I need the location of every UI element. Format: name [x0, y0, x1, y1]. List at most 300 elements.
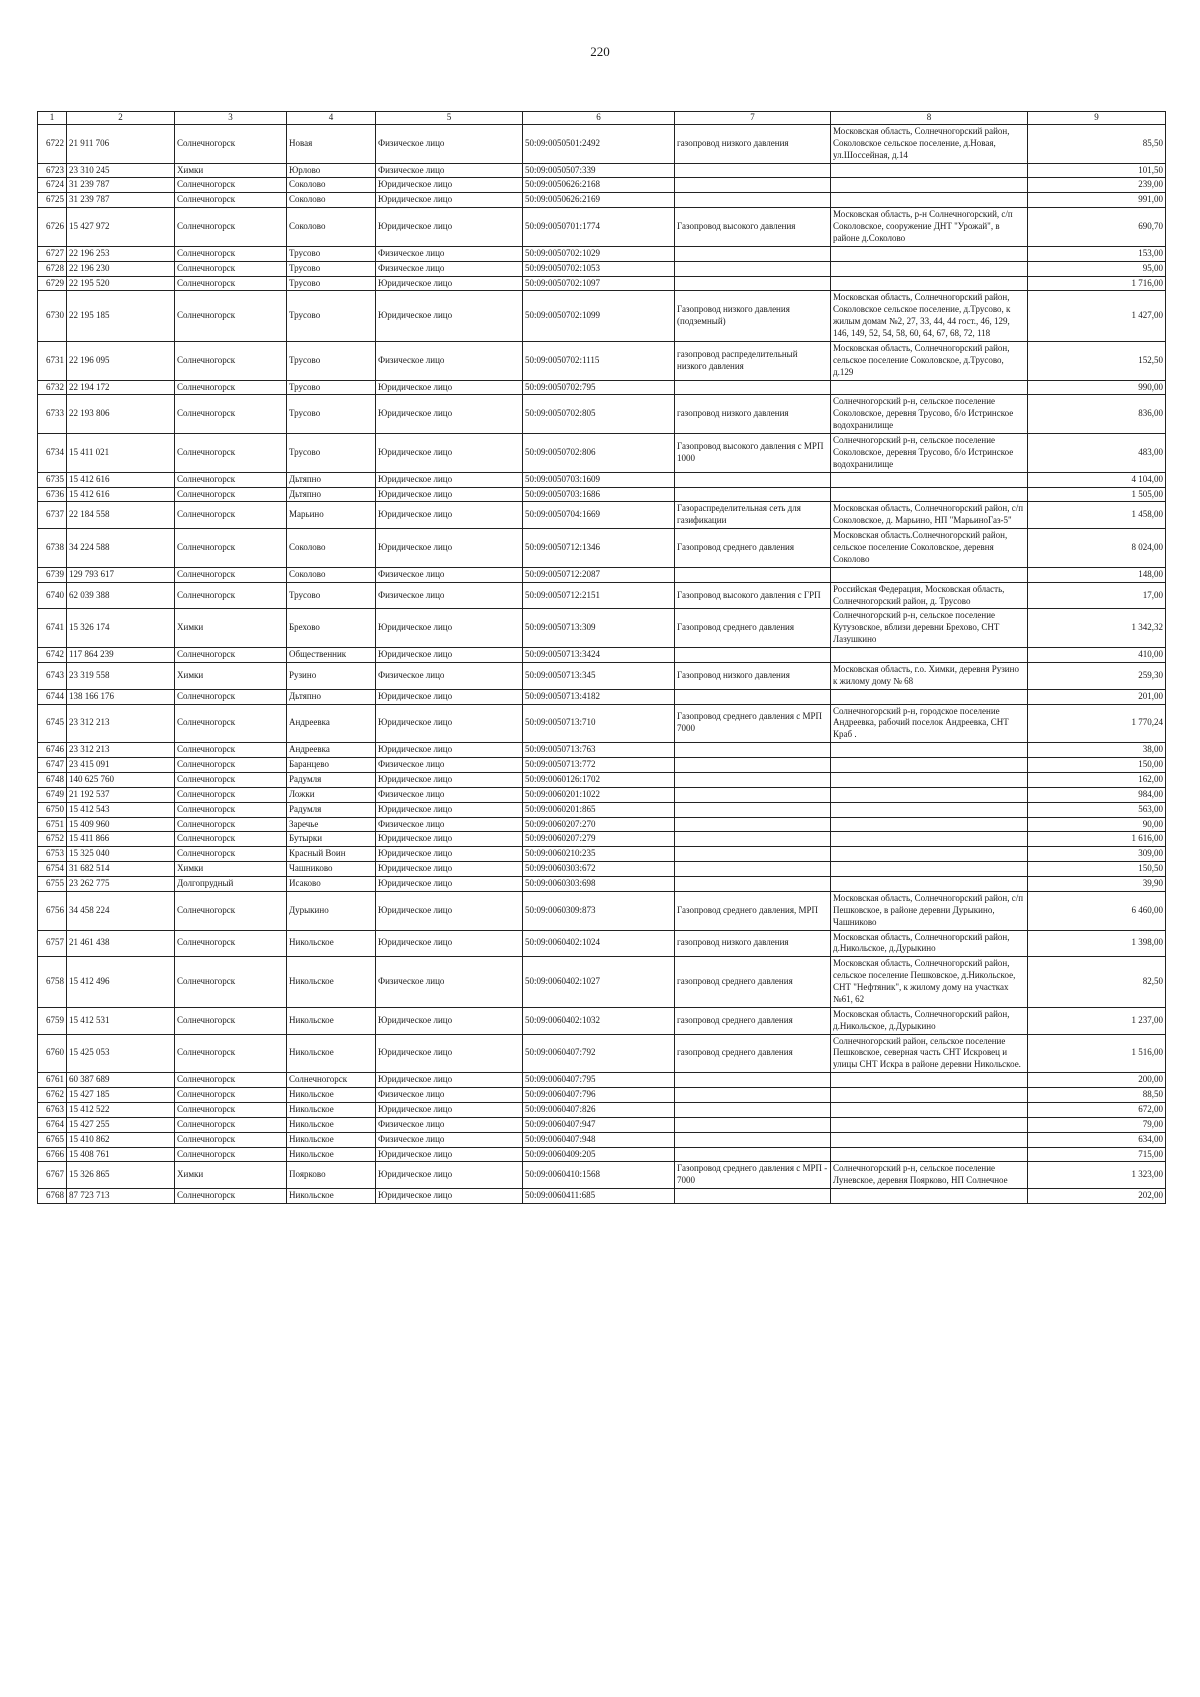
- col-owner-type-cell: Физическое лицо: [376, 567, 523, 582]
- col-cadastral-number-cell: 50:09:0060407:795: [523, 1073, 675, 1088]
- col-address-cell: [831, 648, 1028, 663]
- col-row-number-cell: 6763: [38, 1102, 67, 1117]
- col-cadastral-number-cell: 50:09:0060309:873: [523, 891, 675, 930]
- col-settlement-cell: Андреевка: [287, 704, 376, 743]
- table-row: [38, 891, 1166, 930]
- col-cadastral-number-cell: 50:09:0060411:685: [523, 1189, 675, 1204]
- col-object-type-cell: Газораспределительная сеть для газификации: [675, 502, 831, 529]
- col-cadastral-number-cell: 50:09:0050713:710: [523, 704, 675, 743]
- col-district-cell: Солнечногорск: [175, 1073, 287, 1088]
- table-row: [38, 567, 1166, 582]
- col-value-cell: 153,00: [1028, 246, 1166, 261]
- col-owner-type-cell: Физическое лицо: [376, 246, 523, 261]
- col-value-cell: 88,50: [1028, 1088, 1166, 1103]
- col-settlement-cell: Никольское: [287, 1132, 376, 1147]
- col-address-cell: Московская область, р-н Солнечногорский, с/п Соколовское, сооружение ДНТ "Урожай", в районе д.Соколово: [831, 208, 1028, 247]
- col-value-cell: 984,00: [1028, 787, 1166, 802]
- col-settlement-cell: Дьтяпно: [287, 487, 376, 502]
- col-owner-type-cell: Юридическое лицо: [376, 472, 523, 487]
- col-district-cell: Солнечногорск: [175, 802, 287, 817]
- col-owner-type-cell: Физическое лицо: [376, 662, 523, 689]
- col-owner-type-cell: Юридическое лицо: [376, 743, 523, 758]
- col-value-cell: 39,90: [1028, 877, 1166, 892]
- col-address-cell: [831, 261, 1028, 276]
- col-owner-type-cell: Юридическое лицо: [376, 609, 523, 648]
- table-body: [38, 124, 1166, 1203]
- col-owner-type-cell: Юридическое лицо: [376, 847, 523, 862]
- col-object-type-cell: [675, 1117, 831, 1132]
- col-row-number-cell: 6761: [38, 1073, 67, 1088]
- table-row: [38, 743, 1166, 758]
- col-district-cell: Солнечногорск: [175, 704, 287, 743]
- col-object-type-cell: [675, 1102, 831, 1117]
- col-owner-type-cell: Физическое лицо: [376, 261, 523, 276]
- col-value-cell: 90,00: [1028, 817, 1166, 832]
- col-row-number-cell: 6748: [38, 772, 67, 787]
- col-district-cell: Солнечногорск: [175, 891, 287, 930]
- col-code-cell: 15 412 543: [67, 802, 175, 817]
- col-settlement-cell: Соколово: [287, 193, 376, 208]
- col-code-cell: 62 039 388: [67, 582, 175, 609]
- col-value-cell: 1 770,24: [1028, 704, 1166, 743]
- col-value-cell: 38,00: [1028, 743, 1166, 758]
- col-cadastral-number-cell: 50:09:0060207:270: [523, 817, 675, 832]
- col-district-cell: Солнечногорск: [175, 582, 287, 609]
- col-code-cell: 34 458 224: [67, 891, 175, 930]
- col-object-type-cell: Газопровод высокого давления с ГРП: [675, 582, 831, 609]
- col-cadastral-number-cell: 50:09:0060409:205: [523, 1147, 675, 1162]
- col-settlement-cell: Никольское: [287, 1088, 376, 1103]
- table-row: [38, 662, 1166, 689]
- col-district-cell: Солнечногорск: [175, 193, 287, 208]
- col-object-type-cell: Газопровод среднего давления с МРП 7000: [675, 704, 831, 743]
- col-district-cell: Химки: [175, 1162, 287, 1189]
- col-address-cell: Московская область.Солнечногорский район, сельское поселение Соколовское, деревня Соколово: [831, 529, 1028, 568]
- col-object-type-cell: газопровод среднего давления: [675, 1007, 831, 1034]
- col-object-type-cell: [675, 567, 831, 582]
- table-row: [38, 341, 1166, 380]
- col-cadastral-number-cell: 50:09:0050702:1029: [523, 246, 675, 261]
- col-settlement-cell: Дьтяпно: [287, 689, 376, 704]
- col-cadastral-number-cell: 50:09:0050713:4182: [523, 689, 675, 704]
- table-row: [38, 178, 1166, 193]
- col-row-number-cell: 6730: [38, 291, 67, 342]
- col-object-type-cell: [675, 276, 831, 291]
- col-object-type-cell: [675, 758, 831, 773]
- col-row-number-cell: 6742: [38, 648, 67, 663]
- col-value-cell: 563,00: [1028, 802, 1166, 817]
- col-district-cell: Химки: [175, 662, 287, 689]
- col-value-cell: 202,00: [1028, 1189, 1166, 1204]
- col-settlement-cell: Чашниково: [287, 862, 376, 877]
- col-value-cell: 1 616,00: [1028, 832, 1166, 847]
- table-row: [38, 1034, 1166, 1073]
- table-row: [38, 609, 1166, 648]
- col-row-number-cell: 6753: [38, 847, 67, 862]
- col-owner-type-cell: Юридическое лицо: [376, 291, 523, 342]
- col-code-cell: 31 682 514: [67, 862, 175, 877]
- col-code-cell: 23 262 775: [67, 877, 175, 892]
- col-object-type-cell: [675, 1132, 831, 1147]
- header-cell-8: 8: [831, 112, 1028, 125]
- col-code-cell: 15 410 862: [67, 1132, 175, 1147]
- col-object-type-cell: газопровод низкого давления: [675, 930, 831, 957]
- col-object-type-cell: [675, 648, 831, 663]
- col-object-type-cell: Газопровод среднего давления с МРП - 7000: [675, 1162, 831, 1189]
- col-object-type-cell: [675, 193, 831, 208]
- col-code-cell: 22 194 172: [67, 380, 175, 395]
- col-object-type-cell: [675, 743, 831, 758]
- col-owner-type-cell: Юридическое лицо: [376, 1073, 523, 1088]
- header-cell-1: 1: [38, 112, 67, 125]
- col-address-cell: [831, 847, 1028, 862]
- col-value-cell: 1 237,00: [1028, 1007, 1166, 1034]
- col-cadastral-number-cell: 50:09:0050713:772: [523, 758, 675, 773]
- col-cadastral-number-cell: 50:09:0050712:1346: [523, 529, 675, 568]
- col-object-type-cell: [675, 877, 831, 892]
- col-address-cell: Солнечногорский р-н, сельское поселение Кутузовское, вблизи деревни Брехово, СНТ Лазушкино: [831, 609, 1028, 648]
- col-settlement-cell: Дьтяпно: [287, 472, 376, 487]
- col-object-type-cell: [675, 862, 831, 877]
- col-code-cell: 138 166 176: [67, 689, 175, 704]
- col-row-number-cell: 6760: [38, 1034, 67, 1073]
- col-owner-type-cell: Физическое лицо: [376, 817, 523, 832]
- col-owner-type-cell: Юридическое лицо: [376, 862, 523, 877]
- table-row: [38, 862, 1166, 877]
- col-address-cell: Солнечногорский р-н, сельское поселение Соколовское, деревня Трусово, б/о Истринское водохранилище: [831, 395, 1028, 434]
- col-object-type-cell: Газопровод среднего давления: [675, 529, 831, 568]
- col-cadastral-number-cell: 50:09:0050702:1053: [523, 261, 675, 276]
- col-cadastral-number-cell: 50:09:0050702:1115: [523, 341, 675, 380]
- col-row-number-cell: 6744: [38, 689, 67, 704]
- col-owner-type-cell: Юридическое лицо: [376, 502, 523, 529]
- col-row-number-cell: 6767: [38, 1162, 67, 1189]
- col-address-cell: [831, 163, 1028, 178]
- col-row-number-cell: 6766: [38, 1147, 67, 1162]
- col-district-cell: Солнечногорск: [175, 502, 287, 529]
- col-cadastral-number-cell: 50:09:0050712:2151: [523, 582, 675, 609]
- col-owner-type-cell: Юридическое лицо: [376, 380, 523, 395]
- col-code-cell: 22 196 095: [67, 341, 175, 380]
- col-address-cell: Московская область, Солнечногорский район, с/п Соколовское, д. Марьино, НП "МарьиноГаз-5": [831, 502, 1028, 529]
- col-address-cell: Солнечногорский р-н, сельское поселение Соколовское, деревня Трусово, б/о Истринское водохранилище: [831, 434, 1028, 473]
- col-value-cell: 309,00: [1028, 847, 1166, 862]
- col-owner-type-cell: Физическое лицо: [376, 787, 523, 802]
- col-settlement-cell: Никольское: [287, 957, 376, 1008]
- col-value-cell: 1 505,00: [1028, 487, 1166, 502]
- col-owner-type-cell: Физическое лицо: [376, 1088, 523, 1103]
- col-row-number-cell: 6726: [38, 208, 67, 247]
- table-row: [38, 1147, 1166, 1162]
- col-district-cell: Солнечногорск: [175, 434, 287, 473]
- col-settlement-cell: Трусово: [287, 246, 376, 261]
- col-district-cell: Солнечногорск: [175, 832, 287, 847]
- col-value-cell: 150,00: [1028, 758, 1166, 773]
- col-code-cell: 23 312 213: [67, 743, 175, 758]
- col-owner-type-cell: Юридическое лицо: [376, 1162, 523, 1189]
- col-owner-type-cell: Физическое лицо: [376, 1117, 523, 1132]
- col-address-cell: [831, 380, 1028, 395]
- col-object-type-cell: [675, 163, 831, 178]
- col-code-cell: 23 312 213: [67, 704, 175, 743]
- col-row-number-cell: 6736: [38, 487, 67, 502]
- col-settlement-cell: Общественник: [287, 648, 376, 663]
- table-row: [38, 758, 1166, 773]
- col-value-cell: 483,00: [1028, 434, 1166, 473]
- table-row: [38, 1117, 1166, 1132]
- col-row-number-cell: 6733: [38, 395, 67, 434]
- col-value-cell: 148,00: [1028, 567, 1166, 582]
- table-row: [38, 1073, 1166, 1088]
- col-address-cell: [831, 1102, 1028, 1117]
- col-code-cell: 22 195 520: [67, 276, 175, 291]
- col-address-cell: [831, 1088, 1028, 1103]
- col-value-cell: 8 024,00: [1028, 529, 1166, 568]
- col-settlement-cell: Никольское: [287, 1102, 376, 1117]
- col-district-cell: Солнечногорск: [175, 487, 287, 502]
- col-object-type-cell: [675, 1088, 831, 1103]
- col-cadastral-number-cell: 50:09:0050702:806: [523, 434, 675, 473]
- header-cell-7: 7: [675, 112, 831, 125]
- col-value-cell: 410,00: [1028, 648, 1166, 663]
- col-cadastral-number-cell: 50:09:0060210:235: [523, 847, 675, 862]
- col-address-cell: [831, 246, 1028, 261]
- col-cadastral-number-cell: 50:09:0050507:339: [523, 163, 675, 178]
- col-row-number-cell: 6749: [38, 787, 67, 802]
- table-row: [38, 529, 1166, 568]
- header-cell-3: 3: [175, 112, 287, 125]
- col-owner-type-cell: Физическое лицо: [376, 341, 523, 380]
- col-district-cell: Солнечногорск: [175, 1088, 287, 1103]
- col-code-cell: 15 425 053: [67, 1034, 175, 1073]
- table-row: [38, 1088, 1166, 1103]
- col-object-type-cell: Газопровод низкого давления: [675, 662, 831, 689]
- table-row: [38, 802, 1166, 817]
- col-cadastral-number-cell: 50:09:0060207:279: [523, 832, 675, 847]
- table-row: [38, 689, 1166, 704]
- col-value-cell: 201,00: [1028, 689, 1166, 704]
- col-settlement-cell: Заречье: [287, 817, 376, 832]
- col-address-cell: Московская область, Солнечногорский район, сельское поселение Соколовское, д.Трусово, д.129: [831, 341, 1028, 380]
- col-settlement-cell: Соколово: [287, 208, 376, 247]
- col-owner-type-cell: Юридическое лицо: [376, 877, 523, 892]
- col-code-cell: 15 412 616: [67, 472, 175, 487]
- page-number: 220: [590, 44, 610, 59]
- col-code-cell: 15 427 255: [67, 1117, 175, 1132]
- col-code-cell: 15 326 865: [67, 1162, 175, 1189]
- table-row: [38, 163, 1166, 178]
- col-district-cell: Солнечногорск: [175, 472, 287, 487]
- col-row-number-cell: 6734: [38, 434, 67, 473]
- col-settlement-cell: Юрлово: [287, 163, 376, 178]
- col-object-type-cell: [675, 832, 831, 847]
- col-code-cell: 15 409 960: [67, 817, 175, 832]
- col-address-cell: [831, 743, 1028, 758]
- col-address-cell: Солнечногорский р-н, сельское поселение Луневское, деревня Поярково, НП Солнечное: [831, 1162, 1028, 1189]
- table-row: [38, 124, 1166, 163]
- col-district-cell: Солнечногорск: [175, 1117, 287, 1132]
- col-cadastral-number-cell: 50:09:0050702:1099: [523, 291, 675, 342]
- col-object-type-cell: [675, 261, 831, 276]
- col-owner-type-cell: Юридическое лицо: [376, 1147, 523, 1162]
- table-row: [38, 193, 1166, 208]
- col-code-cell: 22 184 558: [67, 502, 175, 529]
- col-address-cell: Московская область, Солнечногорский район, Соколовское сельское поселение, д.Новая, ул.Шоссейная, д.14: [831, 124, 1028, 163]
- col-cadastral-number-cell: 50:09:0060410:1568: [523, 1162, 675, 1189]
- header-cell-6: 6: [523, 112, 675, 125]
- col-row-number-cell: 6723: [38, 163, 67, 178]
- col-district-cell: Солнечногорск: [175, 395, 287, 434]
- col-code-cell: 22 193 806: [67, 395, 175, 434]
- col-district-cell: Солнечногорск: [175, 1147, 287, 1162]
- col-value-cell: 715,00: [1028, 1147, 1166, 1162]
- col-address-cell: [831, 802, 1028, 817]
- table-row: [38, 787, 1166, 802]
- col-row-number-cell: 6722: [38, 124, 67, 163]
- table-row: [38, 582, 1166, 609]
- col-address-cell: [831, 787, 1028, 802]
- col-settlement-cell: Трусово: [287, 395, 376, 434]
- col-address-cell: [831, 758, 1028, 773]
- col-address-cell: [831, 1147, 1028, 1162]
- col-owner-type-cell: Юридическое лицо: [376, 276, 523, 291]
- col-owner-type-cell: Физическое лицо: [376, 582, 523, 609]
- table-row: [38, 832, 1166, 847]
- col-value-cell: 1 427,00: [1028, 291, 1166, 342]
- col-row-number-cell: 6735: [38, 472, 67, 487]
- col-district-cell: Солнечногорск: [175, 648, 287, 663]
- col-value-cell: 152,50: [1028, 341, 1166, 380]
- col-address-cell: [831, 1073, 1028, 1088]
- col-owner-type-cell: Юридическое лицо: [376, 648, 523, 663]
- table-row: [38, 957, 1166, 1008]
- table-row: [38, 502, 1166, 529]
- col-code-cell: 15 427 185: [67, 1088, 175, 1103]
- table-row: [38, 291, 1166, 342]
- col-row-number-cell: 6732: [38, 380, 67, 395]
- col-row-number-cell: 6728: [38, 261, 67, 276]
- col-settlement-cell: Дурыкино: [287, 891, 376, 930]
- registry-table: [37, 111, 1166, 1204]
- col-code-cell: 21 461 438: [67, 930, 175, 957]
- col-settlement-cell: Никольское: [287, 930, 376, 957]
- col-cadastral-number-cell: 50:09:0050713:763: [523, 743, 675, 758]
- col-cadastral-number-cell: 50:09:0060407:792: [523, 1034, 675, 1073]
- col-address-cell: [831, 1132, 1028, 1147]
- col-district-cell: Солнечногорск: [175, 787, 287, 802]
- col-district-cell: Долгопрудный: [175, 877, 287, 892]
- col-settlement-cell: Никольское: [287, 1034, 376, 1073]
- col-district-cell: Солнечногорск: [175, 772, 287, 787]
- col-value-cell: 4 104,00: [1028, 472, 1166, 487]
- col-cadastral-number-cell: 50:09:0060126:1702: [523, 772, 675, 787]
- col-settlement-cell: Трусово: [287, 582, 376, 609]
- col-settlement-cell: Радумля: [287, 772, 376, 787]
- col-district-cell: Солнечногорск: [175, 178, 287, 193]
- col-object-type-cell: [675, 772, 831, 787]
- col-row-number-cell: 6727: [38, 246, 67, 261]
- col-object-type-cell: газопровод среднего давления: [675, 1034, 831, 1073]
- col-owner-type-cell: Юридическое лицо: [376, 802, 523, 817]
- col-settlement-cell: Трусово: [287, 341, 376, 380]
- col-owner-type-cell: Физическое лицо: [376, 957, 523, 1008]
- col-district-cell: Солнечногорск: [175, 529, 287, 568]
- col-cadastral-number-cell: 50:09:0050626:2168: [523, 178, 675, 193]
- col-object-type-cell: газопровод распределительный низкого давления: [675, 341, 831, 380]
- col-code-cell: 31 239 787: [67, 178, 175, 193]
- col-address-cell: [831, 472, 1028, 487]
- col-object-type-cell: [675, 1147, 831, 1162]
- col-owner-type-cell: Юридическое лицо: [376, 930, 523, 957]
- col-code-cell: 15 412 496: [67, 957, 175, 1008]
- col-cadastral-number-cell: 50:09:0050703:1609: [523, 472, 675, 487]
- col-cadastral-number-cell: 50:09:0050703:1686: [523, 487, 675, 502]
- col-district-cell: Солнечногорск: [175, 1034, 287, 1073]
- col-settlement-cell: Никольское: [287, 1117, 376, 1132]
- col-cadastral-number-cell: 50:09:0060402:1032: [523, 1007, 675, 1034]
- table-row: [38, 877, 1166, 892]
- col-address-cell: Солнечногорский р-н, городское поселение Андреевка, рабочий поселок Андреевка, СНТ Краб .: [831, 704, 1028, 743]
- col-cadastral-number-cell: 50:09:0050702:795: [523, 380, 675, 395]
- col-value-cell: 1 323,00: [1028, 1162, 1166, 1189]
- col-code-cell: 21 192 537: [67, 787, 175, 802]
- col-value-cell: 1 716,00: [1028, 276, 1166, 291]
- col-row-number-cell: 6746: [38, 743, 67, 758]
- col-code-cell: 15 411 866: [67, 832, 175, 847]
- table-row: [38, 1007, 1166, 1034]
- col-settlement-cell: Соколово: [287, 529, 376, 568]
- col-district-cell: Солнечногорск: [175, 817, 287, 832]
- col-settlement-cell: Поярково: [287, 1162, 376, 1189]
- col-district-cell: Солнечногорск: [175, 743, 287, 758]
- table-row: [38, 434, 1166, 473]
- col-cadastral-number-cell: 50:09:0060303:698: [523, 877, 675, 892]
- col-address-cell: [831, 193, 1028, 208]
- col-cadastral-number-cell: 50:09:0060407:826: [523, 1102, 675, 1117]
- col-district-cell: Солнечногорск: [175, 261, 287, 276]
- col-district-cell: Солнечногорск: [175, 291, 287, 342]
- col-code-cell: 15 427 972: [67, 208, 175, 247]
- col-row-number-cell: 6731: [38, 341, 67, 380]
- col-value-cell: 259,30: [1028, 662, 1166, 689]
- table-row: [38, 772, 1166, 787]
- col-address-cell: Московская область, Солнечногорский район, Соколовское сельское поселение, д.Трусово, к жилым домам №2, 27, 33, 44, 44 гост., 46, 129, 146, 149, 52, 54, 58, 60, 64, 67, 68, 72, 118: [831, 291, 1028, 342]
- col-settlement-cell: Исаково: [287, 877, 376, 892]
- col-code-cell: 117 864 239: [67, 648, 175, 663]
- col-settlement-cell: Соколово: [287, 567, 376, 582]
- col-settlement-cell: Андреевка: [287, 743, 376, 758]
- col-cadastral-number-cell: 50:09:0050713:345: [523, 662, 675, 689]
- col-value-cell: 990,00: [1028, 380, 1166, 395]
- col-object-type-cell: Газопровод низкого давления (подземный): [675, 291, 831, 342]
- col-owner-type-cell: Юридическое лицо: [376, 832, 523, 847]
- col-object-type-cell: Газопровод среднего давления: [675, 609, 831, 648]
- col-object-type-cell: Газопровод высокого давления с МРП 1000: [675, 434, 831, 473]
- col-district-cell: Солнечногорск: [175, 758, 287, 773]
- col-row-number-cell: 6745: [38, 704, 67, 743]
- col-district-cell: Солнечногорск: [175, 124, 287, 163]
- col-row-number-cell: 6759: [38, 1007, 67, 1034]
- col-address-cell: [831, 877, 1028, 892]
- col-object-type-cell: [675, 380, 831, 395]
- col-value-cell: 101,50: [1028, 163, 1166, 178]
- col-district-cell: Солнечногорск: [175, 847, 287, 862]
- col-settlement-cell: Соколово: [287, 178, 376, 193]
- col-row-number-cell: 6737: [38, 502, 67, 529]
- col-settlement-cell: Трусово: [287, 276, 376, 291]
- col-owner-type-cell: Юридическое лицо: [376, 891, 523, 930]
- col-settlement-cell: Солнечногорск: [287, 1073, 376, 1088]
